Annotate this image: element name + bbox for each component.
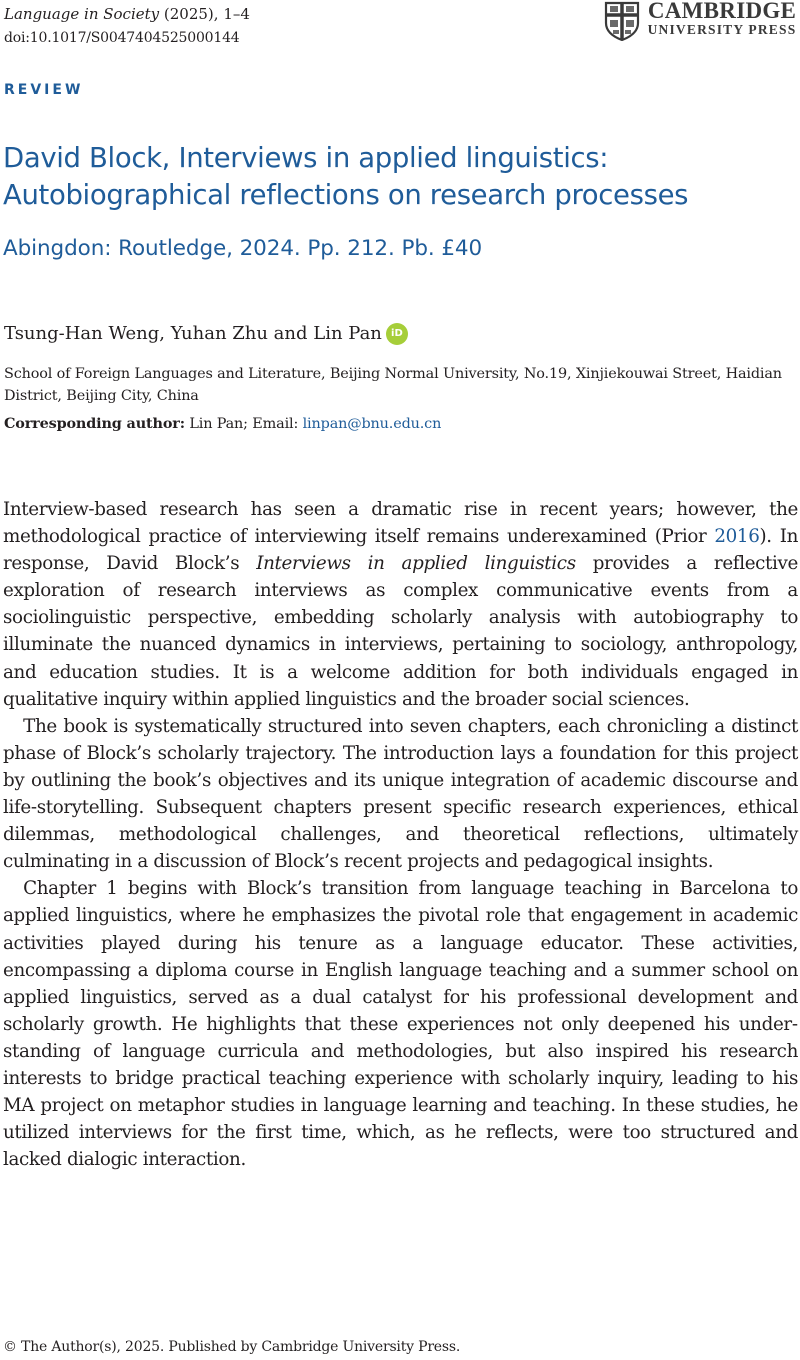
corresponding-author-text: Lin Pan; Email:: [184, 416, 303, 432]
copyright-footer: © The Author(s), 2025. Published by Cambridge University Press.: [3, 1339, 461, 1355]
article-title: David Block, Interviews in applied linguistics: Autobiographical reflections on research processes: [3, 142, 689, 211]
corresponding-author-label: Corresponding author:: [4, 415, 185, 432]
book-title: Interviews in applied linguistics: [256, 553, 576, 575]
publisher-name: CAMBRIDGE: [647, 0, 797, 23]
paragraph-3: Chapter 1 begins with Block’s transition from language teaching in Barcelona to applied linguistics, where he emphasizes the pivotal role that engagement in academic activities played during his tenure as a language educator. These activities, encompassing a diploma course in English language teaching and a summer school on applied linguistics, served as a dual catalyst for his professional development and scholarly growth. He highlights that these experiences not only deepened his understanding of language curricula and methodologies, but also inspired his research interests to bridge practical teaching experience with scholarly inquiry, leading to his MA project on metaphor studies in language learning and teaching. In these studies, he utilized interviews for the first time, which, as he reflects, were too structured and lacked dialogic interaction.: [3, 878, 798, 1171]
journal-issue: (2025), 1–4: [159, 5, 250, 23]
article-body: [3, 496, 798, 1173]
orcid-icon[interactable]: iD: [386, 323, 408, 345]
doi[interactable]: doi:10.1017/S0047404525000144: [4, 30, 240, 46]
paragraph-1-text-a: Interview-based research has seen a dramatic rise in recent years; however, the methodological practice of interviewing itself remains underexamined (Prior: [3, 499, 798, 548]
authors: Tsung-Han Weng, Yuhan Zhu and Lin Pan: [4, 323, 382, 344]
publication-info: Abingdon: Routledge, 2024. Pp. 212. Pb. £40: [3, 236, 483, 261]
publisher-logo: [604, 0, 798, 42]
section-label: REVIEW: [4, 82, 84, 98]
paragraph-2: The book is systematically structured into seven chapters, each chronicling a distinct phase of Block’s scholarly trajectory. The introduction lays a foundation for this project by outlining the book’s objectives and its unique integration of academic discourse and life-storytelling. Subsequent chapters present specific research experiences, ethical dilemmas, methodological challenges, and theoretical reflections, ultimately culminating in a discussion of Block’s recent projects and pedagogical insights.: [3, 715, 798, 873]
journal-name: Language in Society: [4, 5, 160, 23]
publisher-wordmark: [644, 0, 800, 38]
author-list: [4, 319, 408, 349]
paragraph-1-text-b: ). In response, David Block’s: [3, 526, 798, 575]
shield-crest-icon: [604, 1, 640, 41]
citation-link[interactable]: 2016: [714, 526, 760, 548]
email-link[interactable]: linpan@bnu.edu.cn: [302, 416, 442, 432]
journal-citation: [4, 3, 250, 25]
corresponding-author: [4, 413, 441, 435]
paragraph-1: [3, 496, 798, 713]
publisher-subname: UNIVERSITY PRESS: [647, 22, 797, 37]
paragraph-1-text-c: provides a reflective exploration of research interviews as complex communicative events from a sociolinguistic perspective, embedding scholarly analysis with autobiography to illuminate the nuanced dynamics in interviews, pertaining to sociology, anthropology, and education studies. It is a welcome addition for both individuals engaged in qualitative inquiry within applied linguistics and the broader social sciences.: [3, 553, 799, 710]
affiliation: School of Foreign Languages and Literature, Beijing Normal University, No.19, Xinjiekouwai Street, Haidian District, Beijing City, China: [4, 366, 782, 404]
